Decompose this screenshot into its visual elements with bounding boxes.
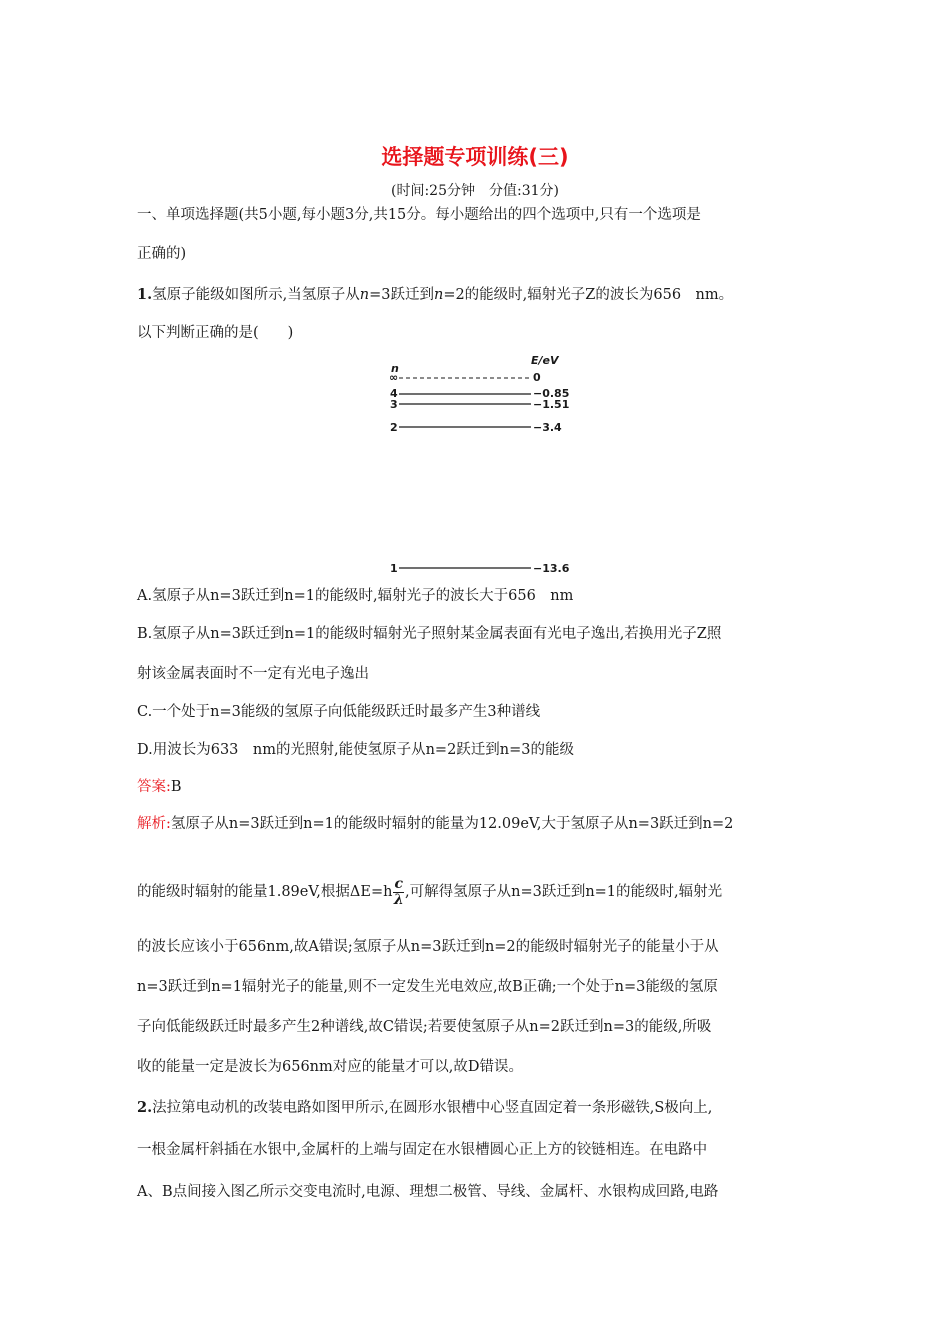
analysis-text: 氢原子从n=3跃迁到n=1的能级时辐射的能量为12.09eV,大于氢原子从n=3跃迁到n=2 [170, 816, 734, 832]
answer-value: B [170, 779, 182, 795]
q1-stem-text: 氢原子能级如图所示,当氢原子从 [152, 287, 360, 303]
analysis-text: 的能级时辐射的能量1.89eV,根据ΔE=h [137, 884, 393, 900]
section-heading-line2: 正确的) [137, 246, 187, 262]
level-n-2: 2 [390, 421, 398, 434]
q1-number: 1. [137, 286, 153, 303]
analysis-label: 解析: [137, 816, 171, 832]
level-n-1: 1 [390, 562, 398, 575]
q1-option-b-line2: 射该金属表面时不一定有光电子逸出 [137, 666, 369, 682]
level-energy-1: −13.6 [533, 562, 570, 575]
q1-var-n: n [359, 287, 370, 303]
answer-label: 答案: [137, 779, 171, 795]
energy-level-diagram [385, 350, 585, 580]
q1-analysis-line6: 收的能量一定是波长为656nm对应的能量才可以,故D错误。 [137, 1059, 523, 1075]
q2-number: 2. [137, 1099, 153, 1116]
q2-line2: 一根金属杆斜插在水银中,金属杆的上端与固定在水银槽圆心正上方的铰链相连。在电路中 [137, 1142, 708, 1158]
q2-text: 法拉第电动机的改装电路如图甲所示,在圆形水银槽中心竖直固定着一条形磁铁,S极向上, [152, 1100, 713, 1116]
axis-label-energy: E/eV [531, 354, 559, 367]
formula-fraction [393, 877, 404, 908]
analysis-text: ,可解得氢原子从n=3跃迁到n=1的能级时,辐射光 [405, 884, 723, 900]
q2-line3: A、B点间接入图乙所示交变电流时,电源、理想二极管、导线、金属杆、水银构成回路,电路 [137, 1184, 719, 1200]
fraction-numerator: c [394, 875, 403, 892]
q1-answer [137, 777, 182, 797]
q1-analysis-line4: n=3跃迁到n=1辐射光子的能量,则不一定发生光电效应,故B正确;一个处于n=3能级的氢原 [137, 979, 718, 995]
q1-stem-text: =3跃迁到 [369, 287, 434, 303]
fraction-denominator: λ [393, 891, 404, 908]
q1-stem-line1 [137, 285, 733, 305]
q1-option-d: D.用波长为633 nm的光照射,能使氢原子从n=2跃迁到n=3的能级 [137, 742, 575, 758]
q1-analysis-line1 [137, 814, 733, 834]
q1-option-c: C.一个处于n=3能级的氢原子向低能级跃迁时最多产生3种谱线 [137, 704, 541, 720]
q2-line1 [137, 1098, 712, 1118]
level-energy-infinity: 0 [533, 371, 541, 384]
q1-var-n: n [433, 287, 444, 303]
q1-analysis-line5: 子向低能级跃迁时最多产生2种谱线,故C错误;若要使氢原子从n=2跃迁到n=3的能级,所吸 [137, 1019, 712, 1035]
q1-option-a: A.氢原子从n=3跃迁到n=1的能级时,辐射光子的波长大于656 nm [137, 588, 574, 604]
q1-analysis-line2 [137, 872, 722, 912]
axis-label-n: n [391, 362, 399, 375]
q1-stem-line2: 以下判断正确的是( ) [137, 325, 294, 341]
q1-option-b-line1: B.氢原子从n=3跃迁到n=1的能级时辐射光子照射某金属表面有光电子逸出,若换用光子Z照 [137, 626, 722, 642]
level-energy-2: −3.4 [533, 421, 562, 434]
q1-stem-text: =2的能级时,辐射光子Z的波长为656 nm。 [443, 287, 734, 303]
level-n-3: 3 [390, 398, 398, 411]
level-n-4: 4 [390, 387, 398, 400]
time-score-info: (时间:25分钟 分值:31分) [391, 183, 559, 199]
q1-analysis-line3: 的波长应该小于656nm,故A错误;氢原子从n=3跃迁到n=2的能级时辐射光子的能量小于从 [137, 939, 719, 955]
level-energy-3: −1.51 [533, 398, 570, 411]
level-energy-4: −0.85 [533, 387, 570, 400]
section-heading-line1: 一、单项选择题(共5小题,每小题3分,共15分。每小题给出的四个选项中,只有一个选项是 [137, 207, 701, 223]
page-title: 选择题专项训练(三) [381, 145, 569, 169]
level-n-infinity: ∞ [389, 371, 399, 384]
